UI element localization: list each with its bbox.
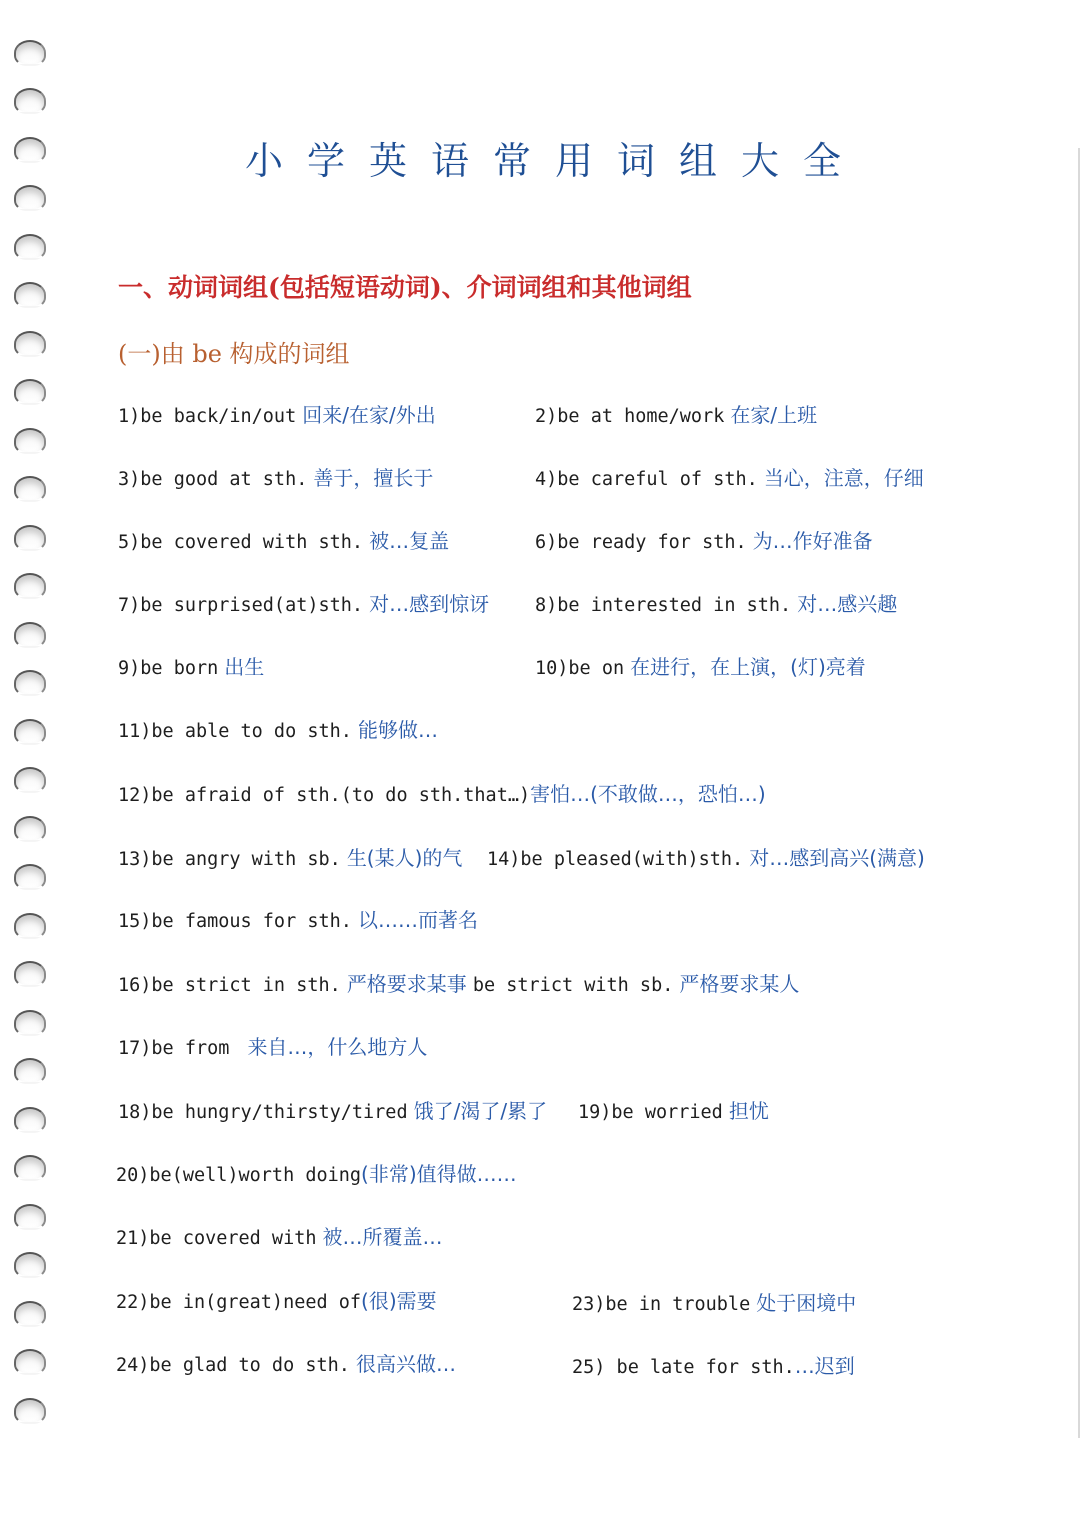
phrase-chinese: 当心，注意，仔细 [763, 466, 924, 490]
binder-ring [14, 379, 46, 405]
phrase-chinese: 很高兴做… [355, 1352, 456, 1376]
phrase-entry [487, 845, 925, 873]
phrase-entry [118, 528, 449, 556]
binder-ring [14, 816, 46, 842]
phrase-english: 3)be good at sth. [118, 469, 308, 490]
phrase-chinese: 回来/在家/外出 [302, 403, 436, 427]
phrase-english: 23)be in trouble [572, 1294, 751, 1315]
binder-ring [14, 331, 46, 357]
phrase-chinese: 在进行，在上演，(灯)亮着 [630, 655, 866, 679]
phrase-entry [116, 1351, 456, 1379]
phrase-chinese: 被…所覆盖… [322, 1225, 443, 1249]
binder-ring [14, 670, 46, 696]
phrase-entry [535, 402, 817, 430]
phrase-english: 14)be pleased(with)sth. [487, 849, 744, 870]
phrase-english: 25) be late for sth. [572, 1357, 795, 1378]
phrase-entry [535, 528, 873, 556]
phrase-entry [118, 1098, 547, 1126]
phrase-chinese: 处于困境中 [756, 1291, 857, 1315]
phrase-english: 12)be afraid of sth.(to do sth.that…) [118, 785, 531, 806]
binder-ring [14, 1204, 46, 1230]
phrase-english: 24)be glad to do sth. [116, 1355, 350, 1376]
binder-ring [14, 282, 46, 308]
binder-ring [14, 1155, 46, 1181]
document-title: 小学英语常用词组大全 [244, 139, 865, 183]
binder-ring [14, 864, 46, 890]
binder-ring [14, 1058, 46, 1084]
phrase-entry [535, 465, 924, 493]
phrase-chinese: (非常)值得做…… [361, 1162, 517, 1186]
phrase-english: 19)be worried [578, 1102, 723, 1123]
phrase-english: 8)be interested in sth. [535, 595, 792, 616]
phrase-chinese: (很)需要 [361, 1289, 437, 1313]
binder-ring [14, 1301, 46, 1327]
phrase-english: 4)be careful of sth. [535, 469, 758, 490]
binder-ring [14, 719, 46, 745]
phrase-english: 16)be strict in sth. [118, 975, 341, 996]
binder-ring [14, 428, 46, 454]
phrase-english: 7)be surprised(at)sth. [118, 595, 364, 616]
binder-ring [14, 1010, 46, 1036]
phrase-english: 9)be born [118, 658, 219, 679]
subsection-heading: (一)由 be 构成的词组 [118, 340, 350, 368]
phrase-entry [118, 465, 433, 493]
binder-ring [14, 40, 46, 66]
binder-ring [14, 622, 46, 648]
phrase-chinese: 严格要求某人 [679, 972, 800, 996]
phrase-english: be strict with sb. [472, 975, 674, 996]
phrase-entry [118, 781, 766, 809]
binder-ring [14, 1349, 46, 1375]
binder-ring [14, 476, 46, 502]
binder-ring [14, 1252, 46, 1278]
phrase-chinese: 严格要求某事 [346, 972, 467, 996]
phrase-entry [118, 971, 799, 999]
phrase-chinese: 出生 [224, 655, 265, 679]
binder-ring [14, 913, 46, 939]
binder-ring [14, 88, 46, 114]
binder-ring [14, 1398, 46, 1424]
phrase-entry [118, 1034, 427, 1062]
phrase-entry [116, 1161, 517, 1189]
phrase-english: 20)be(well)worth doing [116, 1165, 362, 1186]
phrase-english: 17)be from [118, 1038, 230, 1059]
phrase-english: 21)be covered with [116, 1228, 317, 1249]
phrase-entry [535, 591, 897, 619]
binder-ring [14, 234, 46, 260]
phrase-english: 13)be angry with sb. [118, 849, 341, 870]
phrase-chinese: 对…感到高兴(满意) [749, 846, 925, 870]
phrase-chinese: 生(某人)的气 [346, 846, 463, 870]
phrase-chinese: 对…感到惊讶 [369, 592, 490, 616]
phrase-english: 15)be famous for sth. [118, 911, 352, 932]
phrase-entry [118, 402, 436, 430]
phrase-entry [118, 591, 489, 619]
binder-ring [14, 767, 46, 793]
phrase-entry [116, 1224, 443, 1252]
phrase-chinese: 来自…，什么地方人 [247, 1035, 428, 1059]
phrase-entry [118, 845, 462, 873]
binder-ring [14, 525, 46, 551]
phrase-chinese: 被…复盖 [369, 529, 450, 553]
phrase-english: 2)be at home/work [535, 406, 725, 427]
phrase-chinese: 以……而著名 [357, 908, 478, 932]
phrase-chinese: 善于，擅长于 [313, 466, 434, 490]
phrase-entry [118, 654, 264, 682]
phrase-chinese: 担忧 [728, 1099, 769, 1123]
phrase-entry [118, 907, 478, 935]
phrase-english: 1)be back/in/out [118, 406, 297, 427]
binder-ring [14, 961, 46, 987]
phrase-chinese: 饿了/渴了/累了 [413, 1099, 548, 1123]
binder-ring [14, 185, 46, 211]
section-heading: 一、动词词组(包括短语动词)、介词词组和其他词组 [118, 273, 692, 302]
phrase-english: 11)be able to do sth. [118, 721, 352, 742]
phrase-english: 22)be in(great)need of [116, 1292, 362, 1313]
binder-ring [14, 573, 46, 599]
phrase-english: 10)be on [535, 658, 625, 679]
phrase-chinese: 为…作好准备 [752, 529, 873, 553]
phrase-chinese: 对…感兴趣 [797, 592, 898, 616]
phrase-entry [118, 717, 438, 745]
binder-ring [14, 1107, 46, 1133]
phrase-entry [572, 1353, 855, 1381]
phrase-english: 18)be hungry/thirsty/tired [118, 1102, 408, 1123]
phrase-english: 6)be ready for sth. [535, 532, 747, 553]
phrase-chinese: …迟到 [794, 1354, 855, 1378]
phrase-english: 5)be covered with sth. [118, 532, 364, 553]
phrase-chinese: 在家/上班 [730, 403, 818, 427]
phrase-entry [535, 654, 866, 682]
phrase-chinese: 害怕…(不敢做…，恐怕…) [530, 782, 766, 806]
phrase-entry [116, 1288, 437, 1316]
phrase-entry [572, 1290, 856, 1318]
binder-rings [14, 40, 48, 1440]
phrase-chinese: 能够做… [357, 718, 438, 742]
phrase-entry [578, 1098, 769, 1126]
